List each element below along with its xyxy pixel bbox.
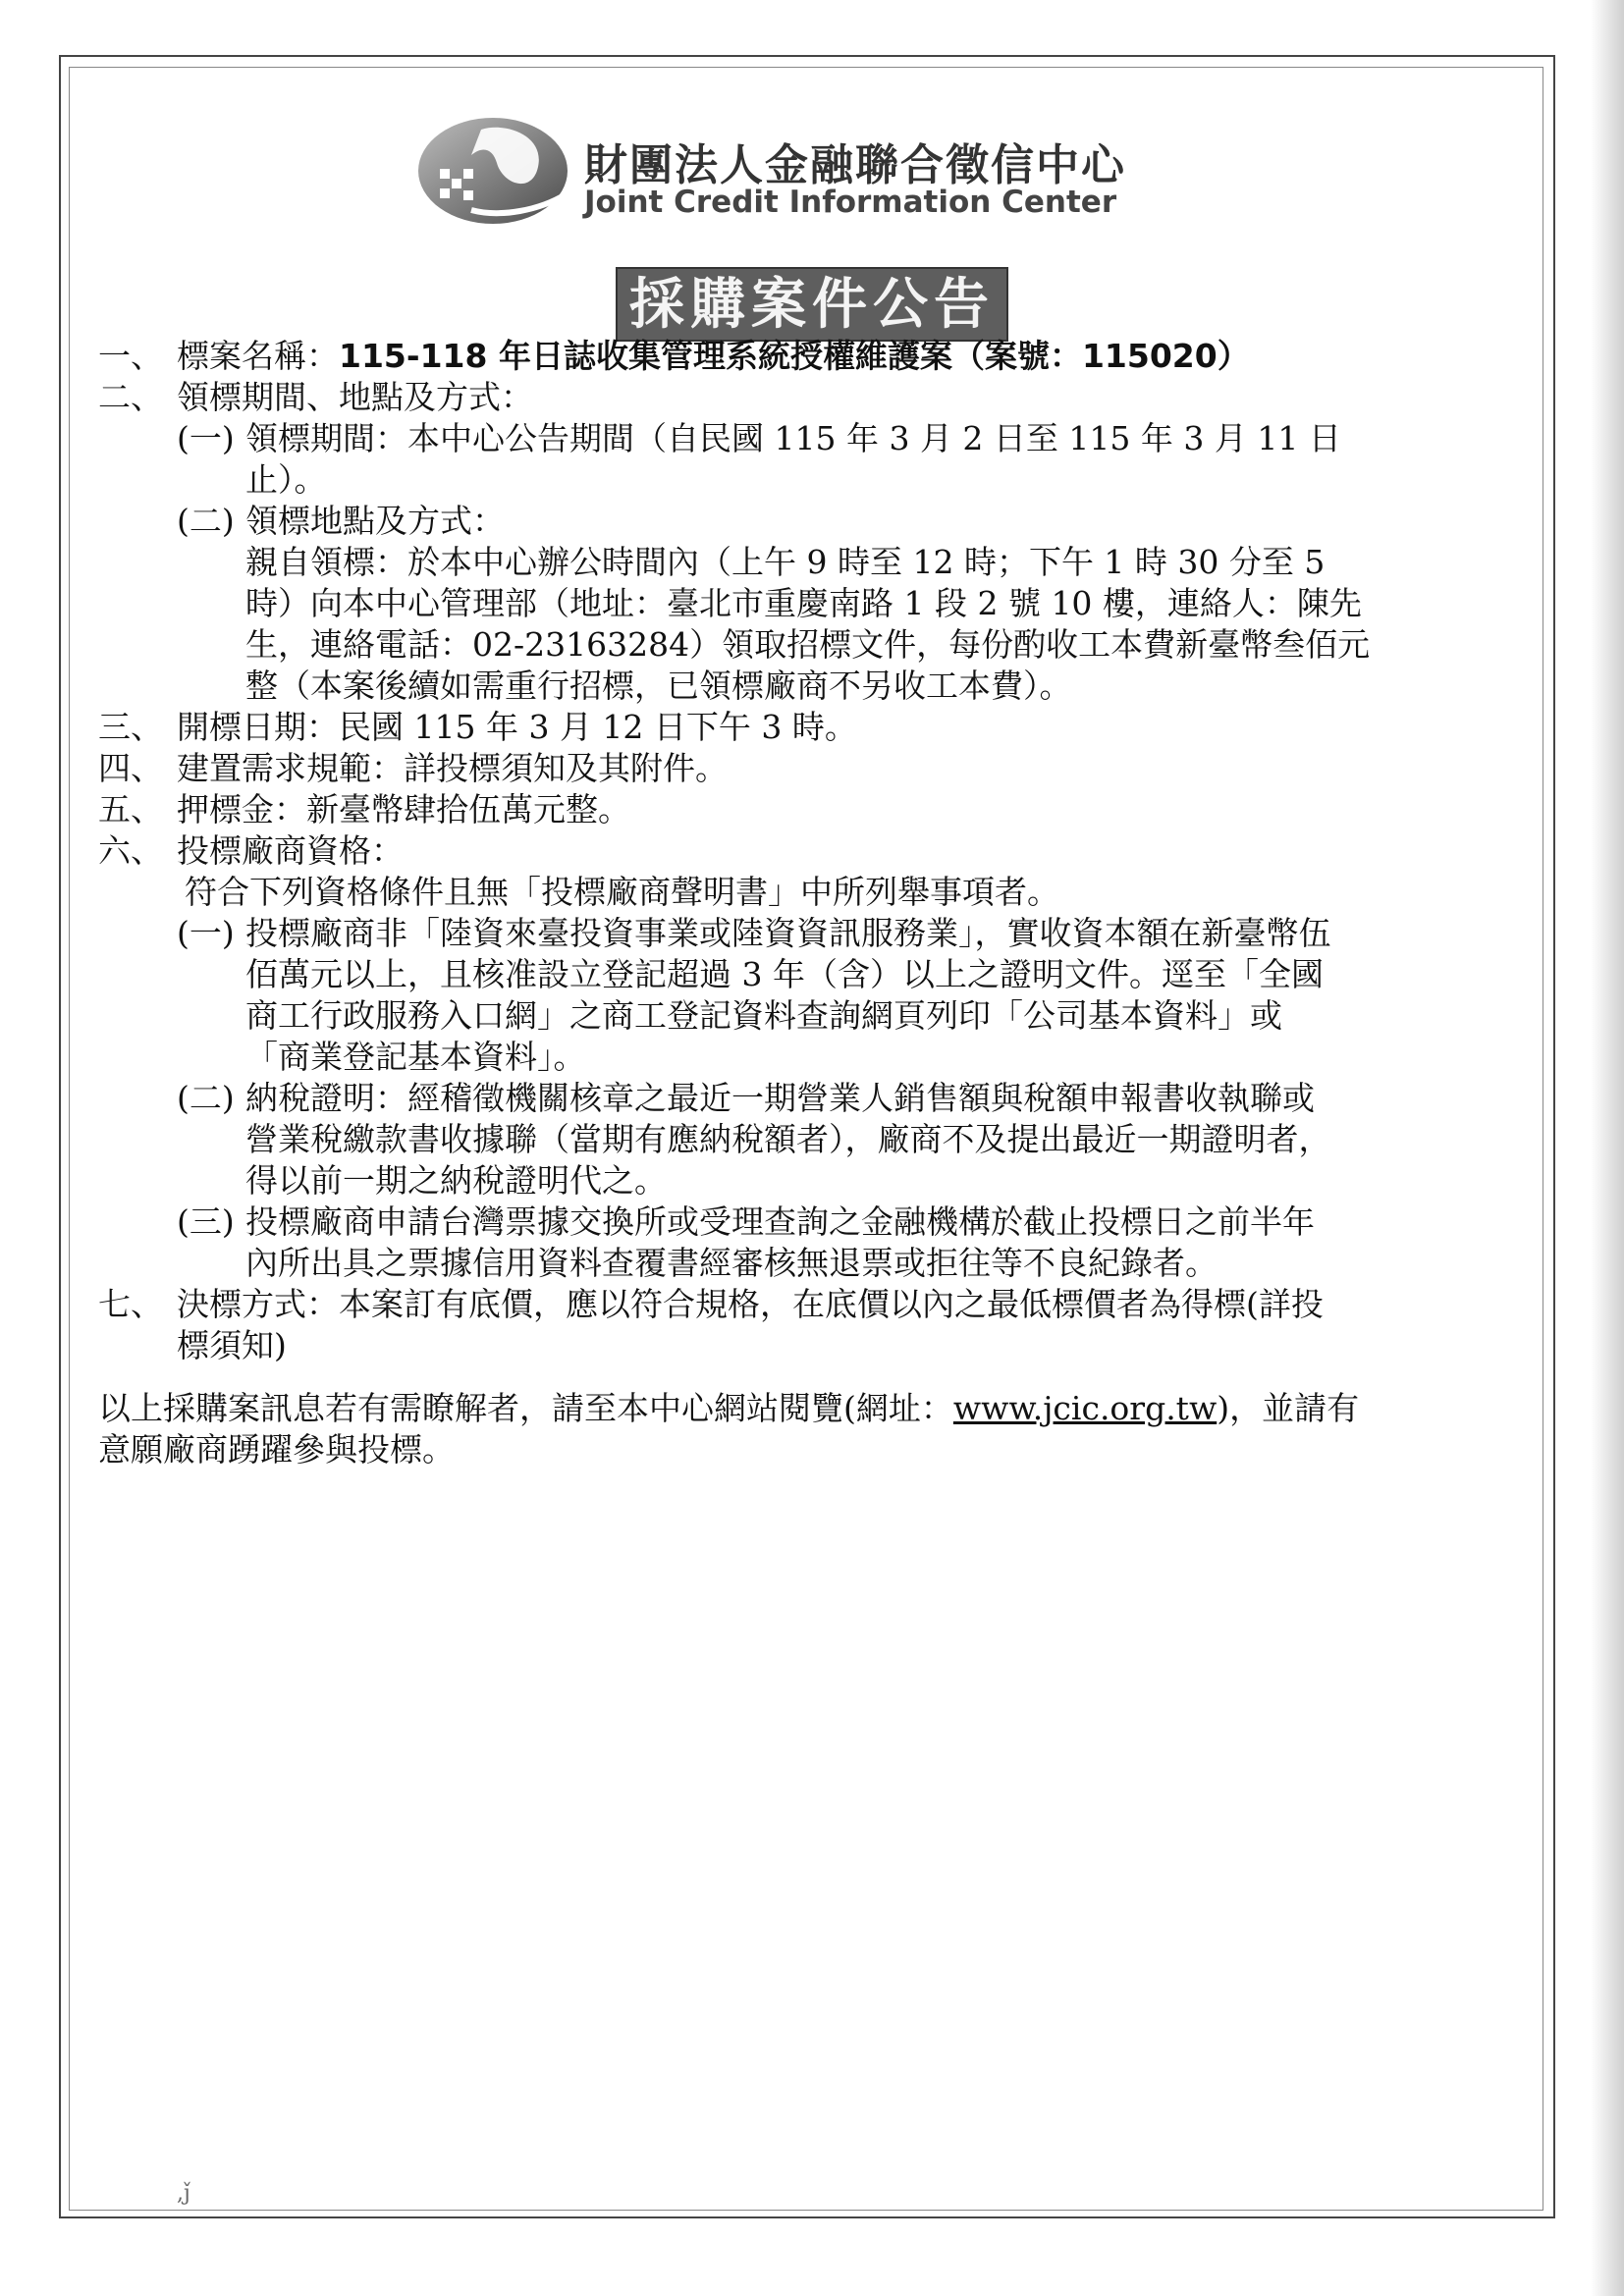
item-number: 四、	[98, 749, 163, 787]
item-text: 建置需求規範：詳投標須知及其附件。	[177, 749, 728, 787]
closing-text: 意願廠商踴躍參與投標。	[98, 1430, 455, 1468]
item-5	[98, 789, 1542, 830]
closing-text: 以上採購案訊息若有需瞭解者，請至本中心網站閱覽(網址：	[98, 1389, 953, 1427]
item-text: 領標期間、地點及方式：	[177, 378, 533, 416]
item-number: 一、	[98, 337, 163, 375]
sub-text: 商工行政服務入口網」之商工登記資料查詢網頁列印「公司基本資料」或	[245, 996, 1282, 1035]
sub-number: (三)	[177, 1202, 235, 1241]
item-text: 押標金：新臺幣肆拾伍萬元整。	[177, 790, 630, 828]
item-number: 六、	[98, 831, 163, 870]
sub-text: 整（本案後續如需重行招標，已領標廠商不另收工本費）。	[245, 667, 1072, 705]
website-link[interactable]: www.jcic.org.tw	[952, 1389, 1218, 1427]
sub-text: 生，連絡電話：02-23163284）領取招標文件，每份酌收工本費新臺幣叁佰元	[245, 625, 1371, 664]
sub-number: (二)	[177, 1079, 235, 1117]
sub-text: 投標廠商非「陸資來臺投資事業或陸資資訊服務業」，實收資本額在新臺幣伍	[245, 914, 1331, 952]
item-text: 投標廠商資格：	[177, 831, 404, 870]
sub-text: 納稅證明：經稽徵機關核章之最近一期營業人銷售額與稅額申報書收執聯或	[245, 1079, 1315, 1117]
item-text: 開標日期：民國 115 年 3 月 12 日下午 3 時。	[177, 708, 857, 746]
sub-number: (一)	[177, 914, 235, 952]
item-6	[98, 830, 1542, 872]
item-number: 七、	[98, 1285, 163, 1323]
sub-text: 得以前一期之納稅證明代之。	[245, 1161, 667, 1200]
item-6-1	[98, 913, 1542, 954]
sub-text: 投標廠商申請台灣票據交換所或受理查詢之金融機構於截止投標日之前半年	[245, 1202, 1315, 1241]
item-4	[98, 748, 1542, 789]
jcic-logo-icon	[412, 116, 569, 230]
item-text: 標須知)	[177, 1326, 287, 1364]
item-text: 決標方式：本案訂有底價，應以符合規格，在底價以內之最低標價者為得標(詳投	[177, 1285, 1324, 1323]
announcement-body	[98, 336, 1542, 1470]
sub-text: 親自領標：於本中心辦公時間內（上午 9 時至 12 時；下午 1 時 30 分至 5	[245, 543, 1326, 581]
item-number: 三、	[98, 708, 163, 746]
sub-text: 領標地點及方式：	[245, 502, 505, 540]
item-number: 二、	[98, 378, 163, 416]
item-2-1	[98, 418, 1542, 459]
item-label: 標案名稱：	[177, 337, 339, 375]
org-name-en: Joint Credit Information Center	[584, 185, 1117, 220]
item-1	[98, 336, 1542, 377]
tender-name: 115-118 年日誌收集管理系統授權維護案（案號：115020）	[339, 337, 1250, 375]
org-name-zh: 財團法人金融聯合徵信中心	[584, 140, 1126, 190]
sub-number: (一)	[177, 419, 235, 457]
scan-artifact: ,ǰ	[177, 2181, 191, 2206]
item-number: 五、	[98, 790, 163, 828]
item-7	[98, 1284, 1542, 1325]
item-2	[98, 377, 1542, 418]
sub-text: 領標期間：本中心公告期間（自民國 115 年 3 月 2 日至 115 年 3 月 11 日	[245, 419, 1341, 457]
sub-text: 內所出具之票據信用資料查覆書經審核無退票或拒往等不良紀錄者。	[245, 1244, 1218, 1282]
sub-text: 營業稅繳款書收據聯（當期有應納稅額者），廠商不及提出最近一期證明者，	[245, 1120, 1331, 1158]
sub-number: (二)	[177, 502, 235, 540]
qualification-intro: 符合下列資格條件且無「投標廠商聲明書」中所列舉事項者。	[185, 873, 1059, 911]
item-3	[98, 707, 1542, 748]
item-6-2	[98, 1078, 1542, 1119]
document-title: 採購案件公告	[616, 267, 1008, 342]
letterhead	[412, 110, 1198, 238]
sub-text: 止）。	[245, 460, 327, 499]
item-2-2	[98, 501, 1542, 542]
scan-edge-shadow	[1591, 0, 1624, 2296]
closing-text: )，並請有	[1217, 1389, 1360, 1427]
item-6-3	[98, 1201, 1542, 1243]
sub-text: 「商業登記基本資料」。	[245, 1038, 586, 1076]
closing-paragraph	[98, 1388, 1542, 1429]
sub-text: 佰萬元以上，且核准設立登記超過 3 年（含）以上之證明文件。逕至「全國	[245, 955, 1324, 993]
sub-text: 時）向本中心管理部（地址：臺北市重慶南路 1 段 2 號 10 樓，連絡人：陳先	[245, 584, 1362, 622]
